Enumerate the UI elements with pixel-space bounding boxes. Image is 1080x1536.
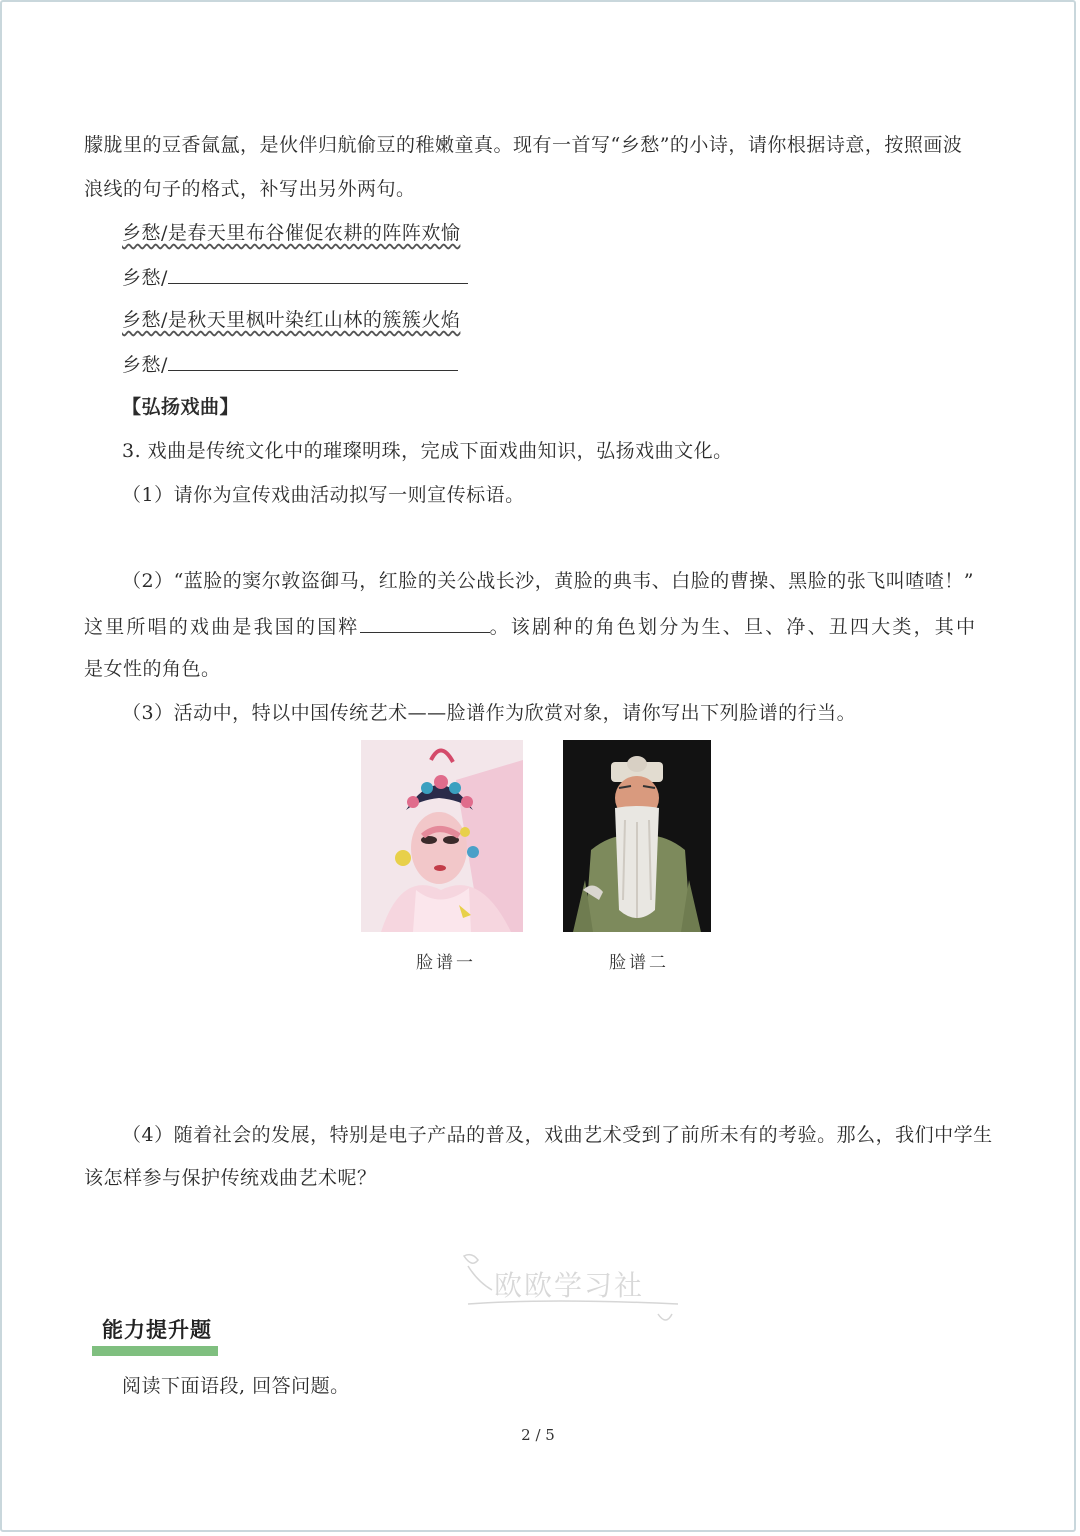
question-3-2-text-a: 这里所唱的戏曲是我国的国粹 <box>84 616 360 638</box>
caption-mask-1: 脸谱一 <box>416 953 476 973</box>
question-3-2-text-b: 。该剧种的角色划分为生、旦、净、丑四大类，其中 <box>489 616 978 638</box>
page-number: 2 / 5 <box>521 1426 555 1444</box>
intro-line-2: 浪线的句子的格式，补写出另外两句。 <box>84 178 416 200</box>
opera-name-blank[interactable] <box>360 612 490 633</box>
poem-line-1: 乡愁/是春天里布谷催促农耕的阵阵欢愉 <box>122 222 461 244</box>
question-3: 3. 戏曲是传统文化中的璀璨明珠，完成下面戏曲知识，弘扬戏曲文化。 <box>122 440 733 462</box>
watermark-text: 欧欧学习社 <box>494 1269 645 1302</box>
question-3-2-line-3: 是女性的角色。 <box>84 658 221 680</box>
opera-mask-1-image <box>361 740 523 932</box>
section-title-underline <box>92 1346 218 1356</box>
question-3-2-line-2 <box>84 612 977 640</box>
poem-line-2 <box>122 263 468 291</box>
question-3-2-line-1: （2）“蓝脸的窦尔敦盗御马，红脸的关公战长沙，黄脸的典韦、白脸的曹操、黑脸的张飞叫喳喳！” <box>122 570 975 592</box>
question-3-1: （1）请你为宣传戏曲活动拟写一则宣传标语。 <box>122 484 525 506</box>
question-3-4-line-2: 该怎样参与保护传统戏曲艺术呢？ <box>84 1167 377 1189</box>
question-3-3: （3）活动中，特以中国传统艺术——脸谱作为欣赏对象，请你写出下列脸谱的行当。 <box>122 702 857 724</box>
poem-line-2-prefix: 乡愁/ <box>122 267 168 289</box>
poem-line-4-prefix: 乡愁/ <box>122 354 168 376</box>
poem-answer-blank-2[interactable] <box>168 350 458 371</box>
opera-mask-2-image <box>563 740 711 932</box>
section-heading-opera: 【弘扬戏曲】 <box>122 396 240 418</box>
watermark <box>458 1252 688 1332</box>
poem-line-3: 乡愁/是秋天里枫叶染红山林的簇簇火焰 <box>122 309 461 331</box>
poem-answer-blank-1[interactable] <box>168 263 468 284</box>
ability-instruction: 阅读下面语段, 回答问题。 <box>122 1375 350 1397</box>
question-3-4-line-1: （4）随着社会的发展，特别是电子产品的普及，戏曲艺术受到了前所未有的考验。那么，我们中学生 <box>122 1124 993 1146</box>
intro-line-1: 朦胧里的豆香氤氲，是伙伴归航偷豆的稚嫩童真。现有一首写“乡愁”的小诗，请你根据诗意，按照画波 <box>84 134 963 156</box>
poem-line-4 <box>122 350 458 378</box>
caption-mask-2: 脸谱二 <box>609 953 669 973</box>
section-title-ability: 能力提升题 <box>102 1318 212 1342</box>
